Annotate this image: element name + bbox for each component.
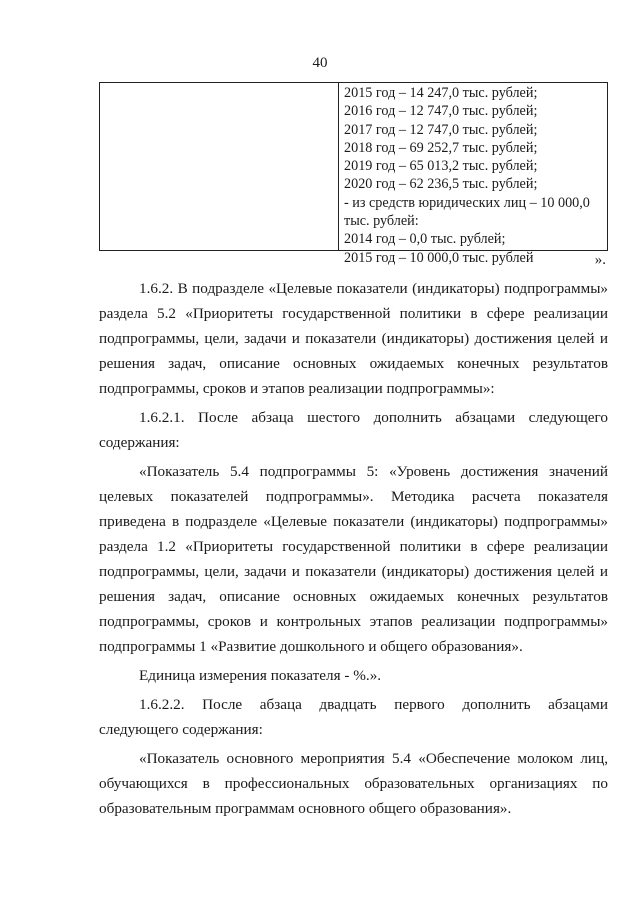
paragraph: 1.6.2.2. После абзаца двадцать первого дополнить абзацами следующего содержания: xyxy=(99,696,608,738)
table-line: 2014 год – 0,0 тыс. рублей; xyxy=(344,231,506,248)
funding-table xyxy=(99,82,608,266)
table-line: 2015 год – 10 000,0 тыс. рублей xyxy=(344,249,534,266)
table-line: 2018 год – 69 252,7 тыс. рублей; xyxy=(344,139,538,156)
table-line: 2019 год – 65 013,2 тыс. рублей; xyxy=(344,158,538,175)
table-line: тыс. рублей: xyxy=(344,213,419,230)
table-line: 2020 год – 62 236,5 тыс. рублей; xyxy=(344,176,538,193)
table-line: - из средств юридических лиц – 10 000,0 xyxy=(344,194,590,211)
table-line: 2017 год – 12 747,0 тыс. рублей; xyxy=(344,121,538,138)
closing-quote: ». xyxy=(594,252,606,268)
paragraph: 1.6.2.1. После абзаца шестого дополнить абзацами следующего содержания: xyxy=(99,409,608,451)
table-column-divider xyxy=(338,83,339,250)
body-text xyxy=(99,276,608,825)
table-right-cell xyxy=(344,84,603,267)
table-line: 2015 год – 14 247,0 тыс. рублей; xyxy=(344,85,538,101)
paragraph: 1.6.2. В подразделе «Целевые показатели (индикаторы) подпрограммы» раздела 5.2 «Приоритеты государственной политики в сфере реализации подпрограммы, цели, задачи и показатели (индикаторы) достижения целей и решения задач, описание основных ожидаемых конечных результатов подпрограммы, сроков и этапов реализации подпрограммы»: xyxy=(99,280,608,397)
paragraph: «Показатель 5.4 подпрограммы 5: «Уровень достижения значений целевых показателей подпрограммы». Методика расчета показателя приведена в подразделе «Целевые показатели (индикаторы) подпрограммы» раздела 1.2 «Приоритеты государственной политики в сфере реализации подпрограммы, цели, задачи и показатели (индикаторы) достижения целей и решения задач, описание основных ожидаемых конечных результатов подпрограммы, сроков и контрольных этапов реализации подпрограммы» подпрограммы 1 «Развитие дошкольного и общего образования». xyxy=(99,463,608,655)
paragraph: «Показатель основного мероприятия 5.4 «Обеспечение молоком лиц, обучающихся в профессиональных образовательных организациях по образовательным программам основного общего образования». xyxy=(99,750,608,817)
paragraph: Единица измерения показателя - %.». xyxy=(139,667,382,684)
table-line: 2016 год – 12 747,0 тыс. рублей; xyxy=(344,103,538,120)
page-number: 40 xyxy=(312,55,328,71)
